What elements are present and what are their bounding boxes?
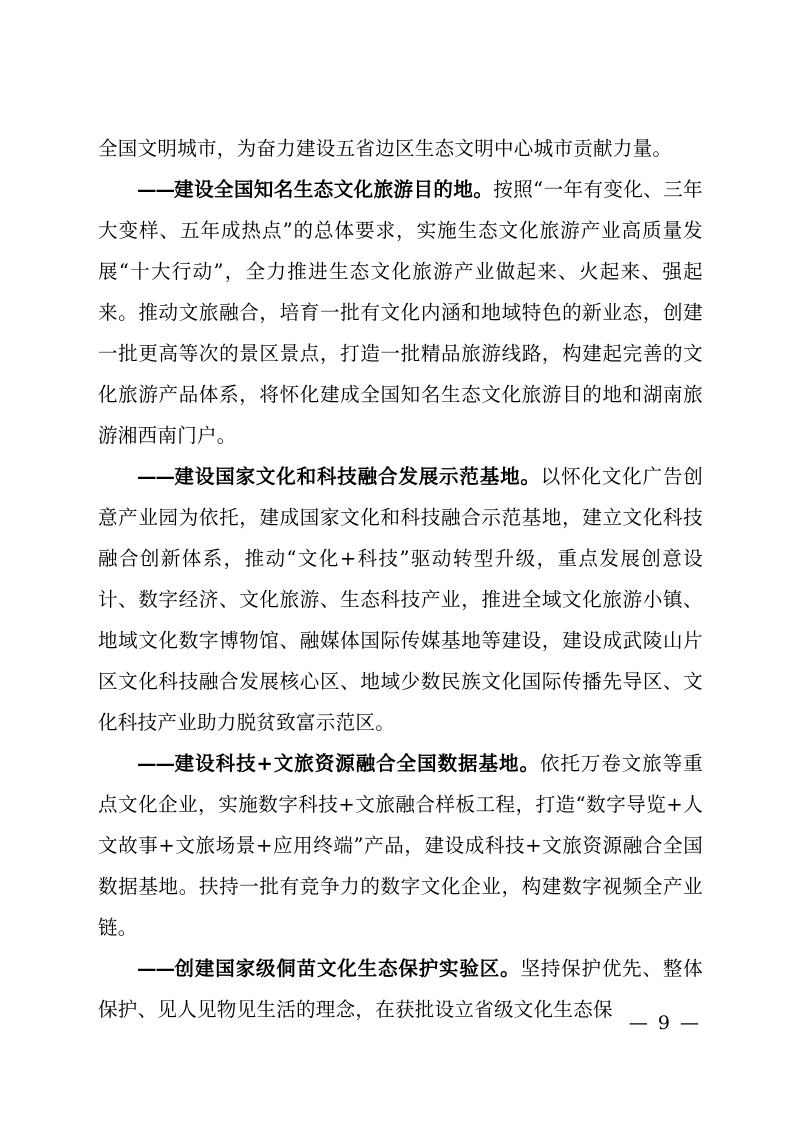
paragraph-culture-tech-base [98,456,703,743]
paragraph-cultural-ecology-zone [98,948,703,1030]
paragraph-data-base [98,743,703,948]
paragraph-lead-in: 创建国家级侗苗文化生态保护实验区。 [174,957,521,980]
paragraph-continuation: 全国文明城市，为奋力建设五省边区生态文明中心城市贡献力量。 [98,137,673,160]
paragraph-text: 坚持保护优先、整体保护、见人见物见生活的理念，在获批设立省级文化生态保 [98,957,704,1021]
paragraph-lead-in: 建设国家文化和科技融合发展示范基地。 [174,465,541,488]
paragraph-text: 以怀化文化广告创意产业园为依托，建成国家文化和科技融合示范基地，建立文化科技融合创新体系，推动“文化+科技”驱动转型升级，重点发展创意设计、数字经济、文化旅游、生态科技产业，推进全域文化旅游小镇、地域文化数字博物馆、融媒体国际传媒基地等建设，建设成武陵山片区文化科技融合发展核心区、地域少数民族文化国际传播先导区、文化科技产业助力脱贫致富示范区。 [98,465,704,734]
paragraph-lead-in: 建设科技+文旅资源融合全国数据基地。 [174,752,540,775]
em-dash-marker: —— [137,465,174,488]
paragraph-text: 按照“一年有变化、三年大变样、五年成热点”的总体要求，实施生态文化旅游产业高质量发展“十大行动”，全力推进生态文化旅游产业做起来、火起来、强起来。推动文旅融合，培育一批有文化内涵和地域特色的新业态，创建一批更高等次的景区景点，打造一批精品旅游线路，构建起完善的文化旅游产品体系，将怀化建成全国知名生态文化旅游目的地和湖南旅游湘西南门户。 [98,178,703,447]
document-body [98,128,703,1030]
paragraph-tourism-destination [98,169,703,456]
paragraph-lead-in: 建设全国知名生态文化旅游目的地。 [174,178,494,201]
em-dash-marker: —— [137,178,174,201]
paragraph-text: 依托万卷文旅等重点文化企业，实施数字科技+文旅融合样板工程，打造“数字导览+人文故事+文旅场景+应用终端”产品，建设成科技+文旅资源融合全国数据基地。扶持一批有竞争力的数字文化企业，构建数字视频全产业链。 [98,752,703,939]
page-number: — 9 — [628,1012,701,1034]
em-dash-marker: —— [137,957,174,980]
em-dash-marker: —— [137,752,174,775]
